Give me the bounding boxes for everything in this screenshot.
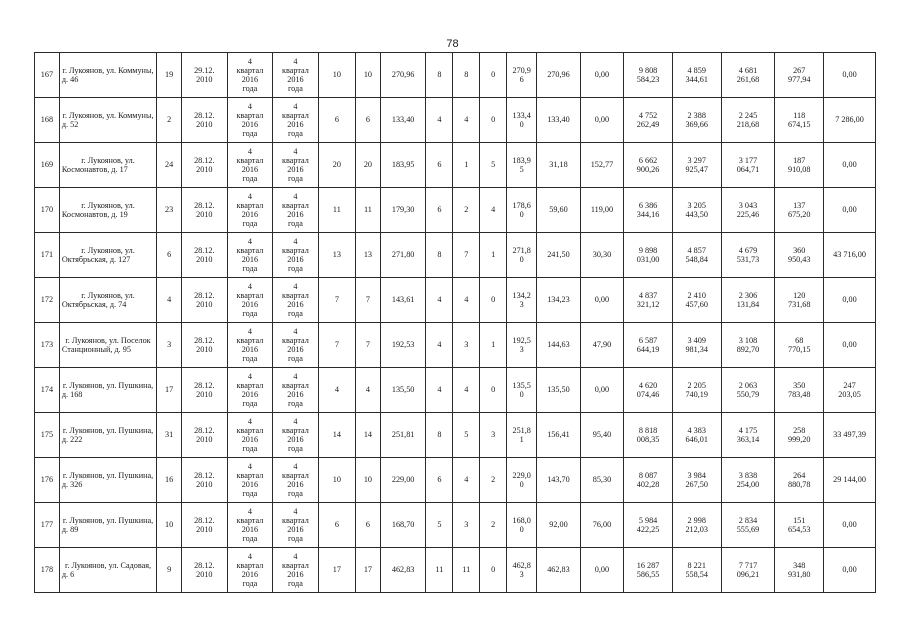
cell-address: г. Лукоянов, ул. Пушкина, д. 89 <box>59 503 156 548</box>
cell-date: 28.12. 2010 <box>182 233 228 278</box>
cell-cost-fund: 3 205 443,50 <box>672 188 721 233</box>
cell-area-municipal: 0,00 <box>580 53 624 98</box>
cell-premises-total: 4 <box>426 98 453 143</box>
cell-residents: 4 <box>318 368 355 413</box>
cell-area-municipal: 76,00 <box>580 503 624 548</box>
cell-address: г. Лукоянов, ул. Октябрьская, д. 127 <box>59 233 156 278</box>
cell-premises-municipal: 2 <box>480 503 507 548</box>
cell-cost-fund: 8 221 558,54 <box>672 548 721 593</box>
cell-residents: 20 <box>318 143 355 188</box>
cell-residents-relocated: 7 <box>356 278 381 323</box>
cell-plan-end: 4 квартал 2016 года <box>273 323 319 368</box>
cell-cost-total: 16 287 586,55 <box>624 548 673 593</box>
cell-premises-private: 7 <box>453 233 480 278</box>
cell-cost-total: 9 808 584,23 <box>624 53 673 98</box>
table-row <box>35 188 876 233</box>
cell-apartments-count: 10 <box>157 503 182 548</box>
cell-cost-local: 151 654,53 <box>775 503 824 548</box>
cell-premises-total: 8 <box>426 413 453 458</box>
cell-plan-end: 4 квартал 2016 года <box>273 458 319 503</box>
cell-area-relocated: 270,9 6 <box>507 53 537 98</box>
cell-area-private: 241,50 <box>537 233 581 278</box>
table-row <box>35 233 876 278</box>
cell-row-number: 174 <box>35 368 60 413</box>
cell-area-municipal: 152,77 <box>580 143 624 188</box>
cell-row-number: 170 <box>35 188 60 233</box>
cell-apartments-count: 19 <box>157 53 182 98</box>
cell-cost-region: 2 306 131,84 <box>721 278 775 323</box>
cell-residents-relocated: 11 <box>356 188 381 233</box>
cell-premises-total: 6 <box>426 188 453 233</box>
cell-residents: 14 <box>318 413 355 458</box>
cell-cost-extra: 0,00 <box>824 503 876 548</box>
cell-date: 28.12. 2010 <box>182 188 228 233</box>
cell-residents: 7 <box>318 323 355 368</box>
cell-date: 28.12. 2010 <box>182 503 228 548</box>
cell-plan-end: 4 квартал 2016 года <box>273 368 319 413</box>
cell-area-municipal: 47,90 <box>580 323 624 368</box>
cell-residents: 13 <box>318 233 355 278</box>
cell-cost-region: 2 063 550,79 <box>721 368 775 413</box>
cell-area-total: 270,96 <box>380 53 426 98</box>
cell-premises-total: 4 <box>426 323 453 368</box>
cell-residents: 10 <box>318 458 355 503</box>
cell-row-number: 173 <box>35 323 60 368</box>
cell-cost-total: 5 984 422,25 <box>624 503 673 548</box>
cell-cost-local: 350 783,48 <box>775 368 824 413</box>
cell-residents: 7 <box>318 278 355 323</box>
cell-cost-local: 264 880,78 <box>775 458 824 503</box>
cell-cost-local: 348 931,80 <box>775 548 824 593</box>
cell-plan-start: 4 квартал 2016 года <box>227 188 273 233</box>
cell-area-total: 192,53 <box>380 323 426 368</box>
cell-date: 28.12. 2010 <box>182 143 228 188</box>
cell-cost-local: 267 977,94 <box>775 53 824 98</box>
cell-cost-region: 3 838 254,00 <box>721 458 775 503</box>
cell-cost-local: 360 950,43 <box>775 233 824 278</box>
table-row <box>35 548 876 593</box>
housing-registry-table <box>34 52 876 593</box>
cell-date: 28.12. 2010 <box>182 368 228 413</box>
cell-apartments-count: 23 <box>157 188 182 233</box>
cell-cost-extra: 0,00 <box>824 188 876 233</box>
cell-area-relocated: 135,5 0 <box>507 368 537 413</box>
cell-residents-relocated: 13 <box>356 233 381 278</box>
cell-area-relocated: 462,8 3 <box>507 548 537 593</box>
cell-plan-start: 4 квартал 2016 года <box>227 143 273 188</box>
cell-area-relocated: 229,0 0 <box>507 458 537 503</box>
cell-address: г. Лукоянов, ул. Поселок Станционный, д. 95 <box>59 323 156 368</box>
cell-address: г. Лукоянов, ул. Октябрьская, д. 74 <box>59 278 156 323</box>
cell-area-relocated: 271,8 0 <box>507 233 537 278</box>
cell-apartments-count: 2 <box>157 98 182 143</box>
cell-cost-total: 6 386 344,16 <box>624 188 673 233</box>
table-row <box>35 503 876 548</box>
cell-cost-local: 137 675,20 <box>775 188 824 233</box>
cell-area-private: 134,23 <box>537 278 581 323</box>
cell-address: г. Лукоянов, ул. Пушкина, д. 168 <box>59 368 156 413</box>
cell-area-municipal: 0,00 <box>580 368 624 413</box>
cell-area-total: 135,50 <box>380 368 426 413</box>
table-row <box>35 458 876 503</box>
cell-premises-private: 2 <box>453 188 480 233</box>
cell-apartments-count: 31 <box>157 413 182 458</box>
table-row <box>35 278 876 323</box>
cell-plan-start: 4 квартал 2016 года <box>227 413 273 458</box>
cell-cost-fund: 2 410 457,60 <box>672 278 721 323</box>
cell-cost-total: 8 818 008,35 <box>624 413 673 458</box>
cell-premises-municipal: 3 <box>480 413 507 458</box>
cell-area-private: 59,60 <box>537 188 581 233</box>
cell-cost-local: 68 770,15 <box>775 323 824 368</box>
cell-cost-extra: 0,00 <box>824 323 876 368</box>
cell-premises-total: 6 <box>426 458 453 503</box>
cell-cost-local: 258 999,20 <box>775 413 824 458</box>
cell-cost-extra: 247 203,05 <box>824 368 876 413</box>
cell-area-municipal: 85,30 <box>580 458 624 503</box>
cell-cost-region: 3 177 064,71 <box>721 143 775 188</box>
cell-premises-municipal: 4 <box>480 188 507 233</box>
cell-area-total: 133,40 <box>380 98 426 143</box>
cell-premises-private: 8 <box>453 53 480 98</box>
cell-premises-municipal: 2 <box>480 458 507 503</box>
cell-area-private: 270,96 <box>537 53 581 98</box>
cell-area-total: 143,61 <box>380 278 426 323</box>
cell-premises-private: 4 <box>453 98 480 143</box>
cell-cost-extra: 7 286,00 <box>824 98 876 143</box>
cell-row-number: 172 <box>35 278 60 323</box>
cell-plan-start: 4 квартал 2016 года <box>227 458 273 503</box>
cell-cost-region: 7 717 096,21 <box>721 548 775 593</box>
cell-premises-private: 3 <box>453 503 480 548</box>
cell-cost-extra: 0,00 <box>824 143 876 188</box>
cell-plan-end: 4 квартал 2016 года <box>273 143 319 188</box>
cell-premises-municipal: 5 <box>480 143 507 188</box>
cell-residents-relocated: 4 <box>356 368 381 413</box>
cell-date: 29.12. 2010 <box>182 53 228 98</box>
cell-premises-municipal: 0 <box>480 98 507 143</box>
cell-area-relocated: 192,5 3 <box>507 323 537 368</box>
cell-premises-municipal: 0 <box>480 368 507 413</box>
cell-premises-private: 3 <box>453 323 480 368</box>
cell-residents-relocated: 10 <box>356 458 381 503</box>
cell-date: 28.12. 2010 <box>182 548 228 593</box>
cell-area-total: 168,70 <box>380 503 426 548</box>
cell-plan-end: 4 квартал 2016 года <box>273 413 319 458</box>
table-body <box>35 53 876 593</box>
cell-premises-total: 4 <box>426 368 453 413</box>
cell-area-relocated: 251,8 1 <box>507 413 537 458</box>
cell-cost-region: 4 681 261,68 <box>721 53 775 98</box>
table-row <box>35 413 876 458</box>
table-row <box>35 368 876 413</box>
cell-apartments-count: 9 <box>157 548 182 593</box>
table-row <box>35 323 876 368</box>
cell-address: г. Лукоянов, ул. Коммуны, д. 52 <box>59 98 156 143</box>
cell-plan-start: 4 квартал 2016 года <box>227 98 273 143</box>
cell-plan-end: 4 квартал 2016 года <box>273 233 319 278</box>
cell-area-municipal: 0,00 <box>580 548 624 593</box>
cell-cost-total: 9 898 031,00 <box>624 233 673 278</box>
cell-area-total: 229,00 <box>380 458 426 503</box>
cell-cost-region: 3 108 892,70 <box>721 323 775 368</box>
cell-area-municipal: 119,00 <box>580 188 624 233</box>
cell-row-number: 168 <box>35 98 60 143</box>
cell-cost-local: 118 674,15 <box>775 98 824 143</box>
cell-date: 28.12. 2010 <box>182 323 228 368</box>
cell-area-total: 183,95 <box>380 143 426 188</box>
cell-area-private: 156,41 <box>537 413 581 458</box>
cell-residents: 6 <box>318 98 355 143</box>
cell-cost-fund: 2 205 740,19 <box>672 368 721 413</box>
cell-residents: 10 <box>318 53 355 98</box>
cell-premises-municipal: 0 <box>480 278 507 323</box>
cell-address: г. Лукоянов, ул. Коммуны, д. 46 <box>59 53 156 98</box>
cell-premises-private: 1 <box>453 143 480 188</box>
cell-cost-total: 6 587 644,19 <box>624 323 673 368</box>
cell-row-number: 176 <box>35 458 60 503</box>
cell-area-total: 462,83 <box>380 548 426 593</box>
cell-address: г. Лукоянов, ул. Пушкина, д. 222 <box>59 413 156 458</box>
cell-cost-extra: 0,00 <box>824 53 876 98</box>
cell-plan-start: 4 квартал 2016 года <box>227 323 273 368</box>
cell-cost-extra: 33 497,39 <box>824 413 876 458</box>
cell-apartments-count: 4 <box>157 278 182 323</box>
cell-residents: 6 <box>318 503 355 548</box>
cell-cost-total: 6 662 900,26 <box>624 143 673 188</box>
cell-premises-total: 8 <box>426 53 453 98</box>
cell-premises-municipal: 1 <box>480 233 507 278</box>
cell-residents: 17 <box>318 548 355 593</box>
cell-address: г. Лукоянов, ул. Космонавтов, д. 17 <box>59 143 156 188</box>
cell-cost-fund: 4 383 646,01 <box>672 413 721 458</box>
cell-premises-private: 4 <box>453 458 480 503</box>
cell-apartments-count: 6 <box>157 233 182 278</box>
cell-cost-region: 4 175 363,14 <box>721 413 775 458</box>
cell-area-relocated: 178,6 0 <box>507 188 537 233</box>
cell-area-relocated: 134,2 3 <box>507 278 537 323</box>
cell-cost-fund: 4 859 344,61 <box>672 53 721 98</box>
cell-plan-end: 4 квартал 2016 года <box>273 548 319 593</box>
cell-cost-total: 8 087 402,28 <box>624 458 673 503</box>
cell-address: г. Лукоянов, ул. Садовая, д. 6 <box>59 548 156 593</box>
cell-cost-region: 4 679 531,73 <box>721 233 775 278</box>
cell-cost-fund: 2 998 212,03 <box>672 503 721 548</box>
cell-address: г. Лукоянов, ул. Космонавтов, д. 19 <box>59 188 156 233</box>
cell-date: 28.12. 2010 <box>182 98 228 143</box>
cell-area-private: 92,00 <box>537 503 581 548</box>
cell-residents-relocated: 10 <box>356 53 381 98</box>
cell-row-number: 177 <box>35 503 60 548</box>
cell-date: 28.12. 2010 <box>182 413 228 458</box>
cell-cost-fund: 2 388 369,66 <box>672 98 721 143</box>
cell-plan-start: 4 квартал 2016 года <box>227 53 273 98</box>
cell-plan-end: 4 квартал 2016 года <box>273 188 319 233</box>
cell-area-municipal: 0,00 <box>580 98 624 143</box>
cell-cost-local: 187 910,08 <box>775 143 824 188</box>
table-row <box>35 98 876 143</box>
cell-residents-relocated: 7 <box>356 323 381 368</box>
cell-cost-region: 2 834 555,69 <box>721 503 775 548</box>
cell-cost-total: 4 752 262,49 <box>624 98 673 143</box>
cell-cost-extra: 43 716,00 <box>824 233 876 278</box>
cell-cost-fund: 3 297 925,47 <box>672 143 721 188</box>
cell-cost-region: 2 245 218,68 <box>721 98 775 143</box>
cell-cost-extra: 0,00 <box>824 548 876 593</box>
cell-premises-municipal: 0 <box>480 53 507 98</box>
cell-area-municipal: 0,00 <box>580 278 624 323</box>
cell-cost-extra: 0,00 <box>824 278 876 323</box>
cell-row-number: 169 <box>35 143 60 188</box>
cell-cost-total: 4 837 321,12 <box>624 278 673 323</box>
cell-area-private: 31,18 <box>537 143 581 188</box>
cell-area-private: 462,83 <box>537 548 581 593</box>
cell-premises-total: 11 <box>426 548 453 593</box>
cell-residents: 11 <box>318 188 355 233</box>
cell-area-total: 251,81 <box>380 413 426 458</box>
cell-cost-region: 3 043 225,46 <box>721 188 775 233</box>
cell-area-relocated: 183,9 5 <box>507 143 537 188</box>
cell-plan-end: 4 квартал 2016 года <box>273 98 319 143</box>
cell-premises-total: 8 <box>426 233 453 278</box>
cell-plan-end: 4 квартал 2016 года <box>273 503 319 548</box>
cell-premises-private: 4 <box>453 368 480 413</box>
cell-residents-relocated: 20 <box>356 143 381 188</box>
cell-premises-private: 4 <box>453 278 480 323</box>
cell-premises-total: 4 <box>426 278 453 323</box>
cell-premises-private: 11 <box>453 548 480 593</box>
cell-plan-start: 4 квартал 2016 года <box>227 278 273 323</box>
cell-plan-start: 4 квартал 2016 года <box>227 503 273 548</box>
cell-premises-municipal: 1 <box>480 323 507 368</box>
cell-premises-municipal: 0 <box>480 548 507 593</box>
cell-residents-relocated: 6 <box>356 98 381 143</box>
cell-plan-end: 4 квартал 2016 года <box>273 278 319 323</box>
cell-premises-total: 5 <box>426 503 453 548</box>
cell-area-private: 143,70 <box>537 458 581 503</box>
cell-area-relocated: 168,0 0 <box>507 503 537 548</box>
cell-plan-end: 4 квартал 2016 года <box>273 53 319 98</box>
cell-row-number: 178 <box>35 548 60 593</box>
cell-row-number: 175 <box>35 413 60 458</box>
cell-residents-relocated: 17 <box>356 548 381 593</box>
cell-area-private: 133,40 <box>537 98 581 143</box>
cell-date: 28.12. 2010 <box>182 278 228 323</box>
cell-apartments-count: 3 <box>157 323 182 368</box>
cell-premises-private: 5 <box>453 413 480 458</box>
cell-date: 28.12. 2010 <box>182 458 228 503</box>
cell-apartments-count: 24 <box>157 143 182 188</box>
table-row <box>35 143 876 188</box>
cell-cost-local: 120 731,68 <box>775 278 824 323</box>
cell-residents-relocated: 14 <box>356 413 381 458</box>
cell-area-municipal: 95,40 <box>580 413 624 458</box>
cell-apartments-count: 16 <box>157 458 182 503</box>
cell-cost-extra: 29 144,00 <box>824 458 876 503</box>
cell-row-number: 167 <box>35 53 60 98</box>
cell-area-private: 144,63 <box>537 323 581 368</box>
cell-cost-fund: 4 857 548,84 <box>672 233 721 278</box>
cell-cost-fund: 3 984 267,50 <box>672 458 721 503</box>
cell-area-private: 135,50 <box>537 368 581 413</box>
cell-premises-total: 6 <box>426 143 453 188</box>
cell-plan-start: 4 квартал 2016 года <box>227 368 273 413</box>
cell-area-relocated: 133,4 0 <box>507 98 537 143</box>
cell-area-total: 271,80 <box>380 233 426 278</box>
cell-address: г. Лукоянов, ул. Пушкина, д. 326 <box>59 458 156 503</box>
cell-plan-start: 4 квартал 2016 года <box>227 233 273 278</box>
cell-row-number: 171 <box>35 233 60 278</box>
cell-cost-fund: 3 409 981,34 <box>672 323 721 368</box>
cell-area-total: 179,30 <box>380 188 426 233</box>
table-row <box>35 53 876 98</box>
cell-residents-relocated: 6 <box>356 503 381 548</box>
cell-apartments-count: 17 <box>157 368 182 413</box>
cell-plan-start: 4 квартал 2016 года <box>227 548 273 593</box>
cell-cost-total: 4 620 074,46 <box>624 368 673 413</box>
cell-area-municipal: 30,30 <box>580 233 624 278</box>
page-number: 78 <box>446 38 459 50</box>
